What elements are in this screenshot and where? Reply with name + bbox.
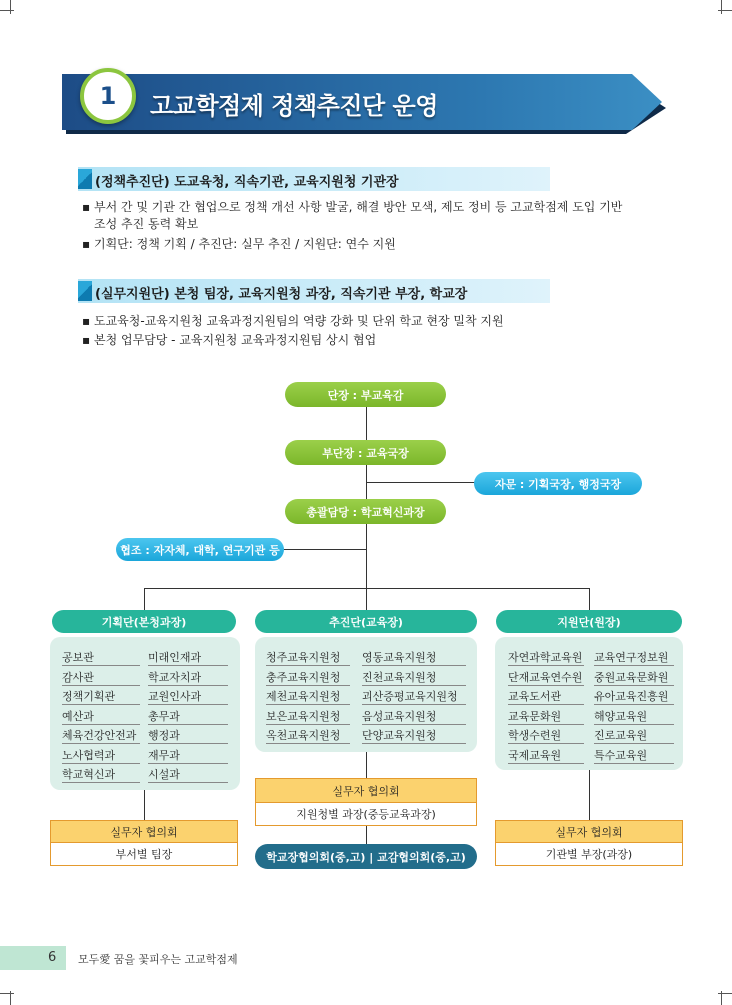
- support-row-divider: [594, 704, 674, 705]
- support-row-divider: [594, 724, 674, 725]
- promotion-row-divider: [266, 724, 350, 725]
- planning-unit: 학교혁신과: [62, 768, 116, 781]
- chapter-title: 고교학점제 정책추진단 운영: [150, 92, 438, 120]
- support-unit: 단재교육연수원: [508, 670, 583, 684]
- bullet-item: ▪ 본청 업무담당 - 교육지원청 교육과정지원팀 상시 협업: [82, 333, 377, 347]
- promotion-row-divider: [362, 685, 466, 686]
- support-unit: 유아교육진흥원: [594, 690, 669, 703]
- planning-row-divider: [148, 665, 228, 666]
- planning-row-divider: [62, 782, 140, 783]
- crop-mark: [0, 993, 14, 994]
- connector-line: [589, 770, 590, 820]
- planning-council-members: 부서별 팀장: [50, 843, 238, 866]
- connector-line: [280, 549, 366, 550]
- head-node: 단장 : 부교육감: [285, 382, 446, 407]
- promotion-council-header: 실무자 협의회: [255, 778, 477, 803]
- promotion-row-divider: [266, 685, 350, 686]
- promotion-unit: 충주교육지원청: [266, 670, 341, 684]
- support-unit: 국제교육원: [508, 748, 562, 762]
- planning-unit: 감사관: [62, 670, 94, 684]
- planning-unit: 시설과: [148, 768, 180, 781]
- section-tab-icon: [78, 281, 92, 301]
- support-unit: 학생수련원: [508, 729, 562, 742]
- support-row-divider: [508, 704, 584, 705]
- planning-row-divider: [148, 763, 228, 764]
- support-unit: 자연과학교육원: [508, 651, 583, 664]
- promotion-row-divider: [362, 743, 466, 744]
- planning-row-divider: [62, 665, 140, 666]
- promotion-row-divider: [362, 665, 466, 666]
- crop-mark: [721, 0, 722, 14]
- connector-line: [144, 790, 145, 820]
- page-number: 6: [48, 950, 57, 965]
- section-tab-icon: [78, 169, 92, 189]
- support-unit: 교육연구정보원: [594, 651, 669, 664]
- planning-unit: 정책기획관: [62, 690, 116, 703]
- planning-unit: 체육건강안전과: [62, 729, 137, 742]
- planning-division-title: 기획단(본청과장): [52, 610, 236, 633]
- promotion-row-divider: [362, 704, 466, 705]
- planning-council-header: 실무자 협의회: [50, 820, 238, 843]
- support-unit: 교육문화원: [508, 709, 562, 723]
- cooperation-node: 협조 : 자자체, 대학, 연구기관 등: [116, 538, 284, 561]
- support-row-divider: [594, 685, 674, 686]
- promotion-unit: 단양교육지원청: [362, 729, 437, 742]
- crop-mark: [10, 0, 11, 14]
- promotion-unit: 옥천교육지원청: [266, 729, 341, 742]
- connector-line: [144, 588, 145, 610]
- bullet-item: ▪ 도교육청-교육지원청 교육과정지원팀의 역량 강화 및 단위 학교 현장 밀착 지원: [82, 314, 504, 328]
- planning-unit: 재무과: [148, 748, 180, 762]
- promotion-unit: 진천교육지원청: [362, 670, 437, 684]
- principals-council-node: 학교장협의회(중,고) | 교감협의회(중,고): [255, 844, 477, 869]
- planning-row-divider: [62, 704, 140, 705]
- advisory-node: 자문 : 기획국장, 행정국장: [474, 472, 642, 495]
- section-title: (정책추진단) 도교육청, 직속기관, 교육지원청 기관장: [95, 175, 399, 190]
- support-unit: 진로교육원: [594, 729, 648, 742]
- support-row-divider: [594, 743, 674, 744]
- support-row-divider: [508, 724, 584, 725]
- support-council-members: 기관별 부장(과장): [495, 843, 683, 866]
- support-row-divider: [594, 763, 674, 764]
- connector-line: [589, 588, 590, 610]
- planning-unit: 총무과: [148, 709, 180, 723]
- planning-unit: 행정과: [148, 729, 180, 742]
- support-council-header: 실무자 협의회: [495, 820, 683, 843]
- crop-mark: [718, 10, 732, 11]
- planning-row-divider: [148, 724, 228, 725]
- support-unit: 중원교육문화원: [594, 670, 669, 684]
- chapter-number-badge: [80, 68, 136, 124]
- promotion-division-title: 추진단(교육장): [255, 610, 477, 633]
- support-row-divider: [508, 763, 584, 764]
- footer-title: 모두愛 꿈을 꽃피우는 고교학점제: [78, 953, 238, 966]
- promotion-row-divider: [362, 724, 466, 725]
- connector-line: [366, 826, 367, 844]
- vice-head-node: 부단장 : 교육국장: [285, 440, 446, 465]
- planning-unit: 미래인재과: [148, 651, 202, 664]
- planning-row-divider: [148, 704, 228, 705]
- bullet-continuation: 조성 추진 동력 확보: [94, 217, 199, 231]
- promotion-row-divider: [266, 665, 350, 666]
- bullet-item: ▪ 기획단: 정책 기획 / 추진단: 실무 추진 / 지원단: 연수 지원: [82, 237, 396, 251]
- connector-line: [366, 482, 480, 483]
- planning-row-divider: [62, 763, 140, 764]
- planning-unit: 공보관: [62, 651, 94, 664]
- bullet-item: ▪ 부서 간 및 기관 간 협업으로 정책 개선 사항 발굴, 해결 방안 모색, 제도 정비 등 고교학점제 도입 기반: [82, 200, 623, 214]
- promotion-row-divider: [266, 704, 350, 705]
- promotion-unit: 괴산증평교육지원청: [362, 690, 458, 703]
- planning-unit: 교원인사과: [148, 690, 202, 703]
- planning-row-divider: [148, 782, 228, 783]
- support-division-title: 지원단(원장): [496, 610, 682, 633]
- promotion-unit: 음성교육지원청: [362, 709, 437, 723]
- connector-line: [144, 588, 590, 589]
- general-manager-node: 총괄담당 : 학교혁신과장: [285, 499, 446, 524]
- support-unit: 교육도서관: [508, 690, 562, 703]
- promotion-row-divider: [266, 743, 350, 744]
- support-row-divider: [508, 685, 584, 686]
- support-row-divider: [508, 743, 584, 744]
- planning-row-divider: [62, 685, 140, 686]
- section-title: (실무지원단) 본청 팀장, 교육지원청 과장, 직속기관 부장, 학교장: [95, 287, 468, 302]
- support-row-divider: [508, 665, 584, 666]
- crop-mark: [0, 10, 14, 11]
- planning-row-divider: [148, 685, 228, 686]
- planning-row-divider: [148, 743, 228, 744]
- crop-mark: [718, 993, 732, 994]
- planning-row-divider: [62, 724, 140, 725]
- promotion-unit: 보은교육지원청: [266, 709, 341, 723]
- promotion-unit: 청주교육지원청: [266, 651, 341, 664]
- promotion-unit: 제천교육지원청: [266, 690, 341, 703]
- support-unit: 해양교육원: [594, 709, 648, 723]
- planning-unit: 노사협력과: [62, 748, 116, 762]
- promotion-council-members: 지원청별 과장(중등교육과장): [255, 803, 477, 826]
- connector-line: [366, 752, 367, 778]
- planning-unit: 예산과: [62, 709, 94, 723]
- support-unit: 특수교육원: [594, 748, 648, 762]
- support-row-divider: [594, 665, 674, 666]
- promotion-unit: 영동교육지원청: [362, 651, 437, 664]
- planning-unit: 학교자치과: [148, 670, 202, 684]
- planning-row-divider: [62, 743, 140, 744]
- chapter-number: 1: [99, 82, 117, 110]
